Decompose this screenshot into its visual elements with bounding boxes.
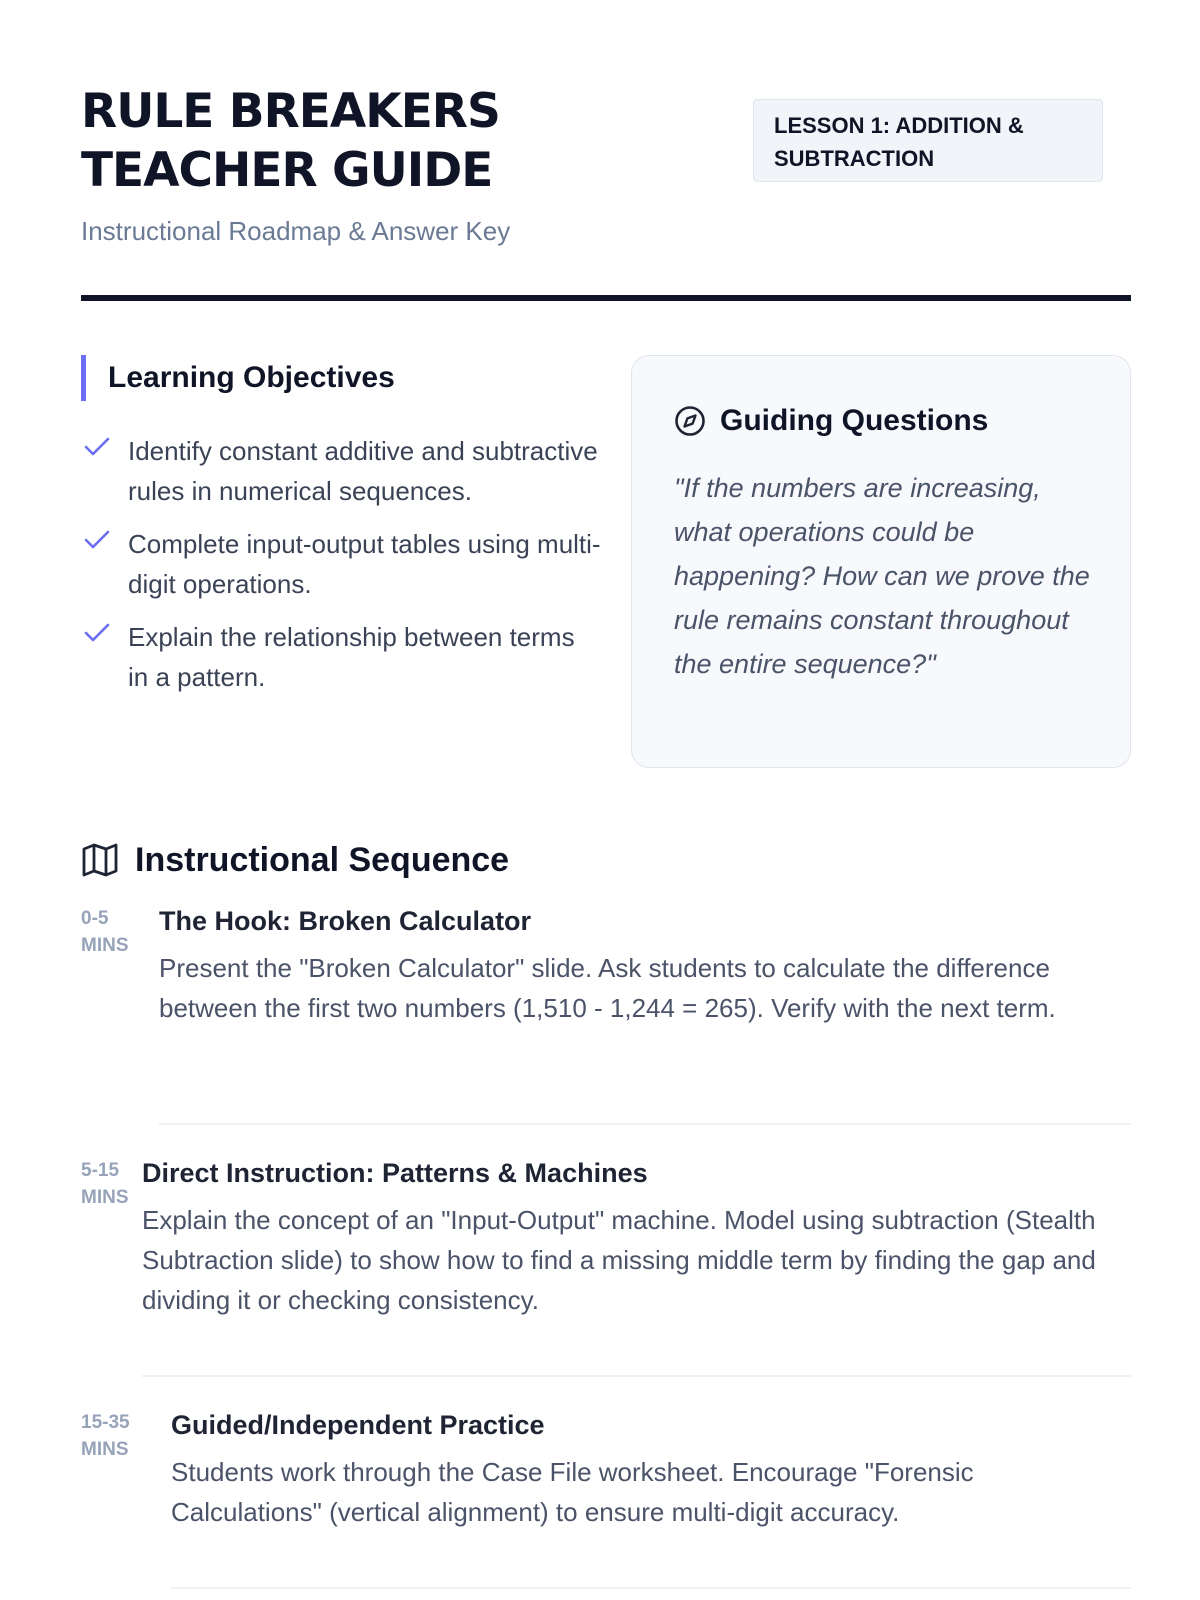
title-line-2: TEACHER GUIDE — [81, 143, 493, 198]
step-divider — [159, 1123, 1131, 1125]
objectives-heading: Learning Objectives — [81, 355, 601, 401]
step-description: Explain the concept of an "Input-Output" machine. Model using subtraction (Stealth Subtraction slide) to show how to find a missing middle term by finding the gap and dividing it or checking consistency. — [142, 1205, 1096, 1315]
objective-item — [81, 431, 601, 511]
sequence-heading: Instructional Sequence — [135, 841, 510, 879]
header-divider — [81, 295, 1131, 301]
guiding-questions-heading: Guiding Questions — [720, 404, 989, 437]
objective-item — [81, 617, 601, 697]
map-icon — [81, 842, 119, 878]
guiding-questions-card — [631, 355, 1131, 768]
step-body — [159, 903, 1131, 1028]
step-time: 15-35 MINS — [81, 1412, 130, 1460]
objective-text: Explain the relationship between terms in a pattern. — [128, 622, 575, 692]
guiding-quote: "If the numbers are increasing, what operations could be happening? How can we prove the rule remains constant throughout the entire sequence?" — [674, 473, 1090, 679]
step-body — [142, 1155, 1131, 1320]
title-line-1: RULE BREAKERS — [81, 84, 500, 139]
step-description: Students work through the Case File worksheet. Encourage "Forensic Calculations" (vertical alignment) to ensure multi-digit accuracy. — [171, 1457, 974, 1527]
objectives-list — [81, 431, 601, 710]
page-subtitle: Instructional Roadmap & Answer Key — [81, 216, 511, 246]
lesson-badge: LESSON 1: ADDITION & SUBTRACTION — [753, 99, 1103, 182]
step-divider — [171, 1587, 1131, 1589]
teacher-guide-page — [81, 0, 1131, 1600]
compass-icon — [674, 405, 706, 437]
check-icon — [84, 623, 110, 643]
objective-text: Identify constant additive and subtractive rules in numerical sequences. — [128, 436, 598, 506]
objective-text: Complete input-output tables using multi-digit operations. — [128, 529, 601, 599]
step-title: Guided/Independent Practice — [171, 1410, 545, 1440]
step-time: 0-5 MINS — [81, 908, 129, 956]
check-icon — [84, 530, 110, 550]
step-title: The Hook: Broken Calculator — [159, 906, 532, 936]
check-icon — [84, 437, 110, 457]
step-title: Direct Instruction: Patterns & Machines — [142, 1158, 648, 1188]
step-body — [171, 1407, 1131, 1532]
step-time: 5-15 MINS — [81, 1160, 129, 1208]
step-divider — [142, 1375, 1131, 1377]
step-description: Present the "Broken Calculator" slide. Ask students to calculate the difference between the first two numbers (1,510 - 1,244 = 265). Verify with the next term. — [159, 953, 1056, 1023]
page-title — [81, 82, 500, 200]
objective-item — [81, 524, 601, 604]
